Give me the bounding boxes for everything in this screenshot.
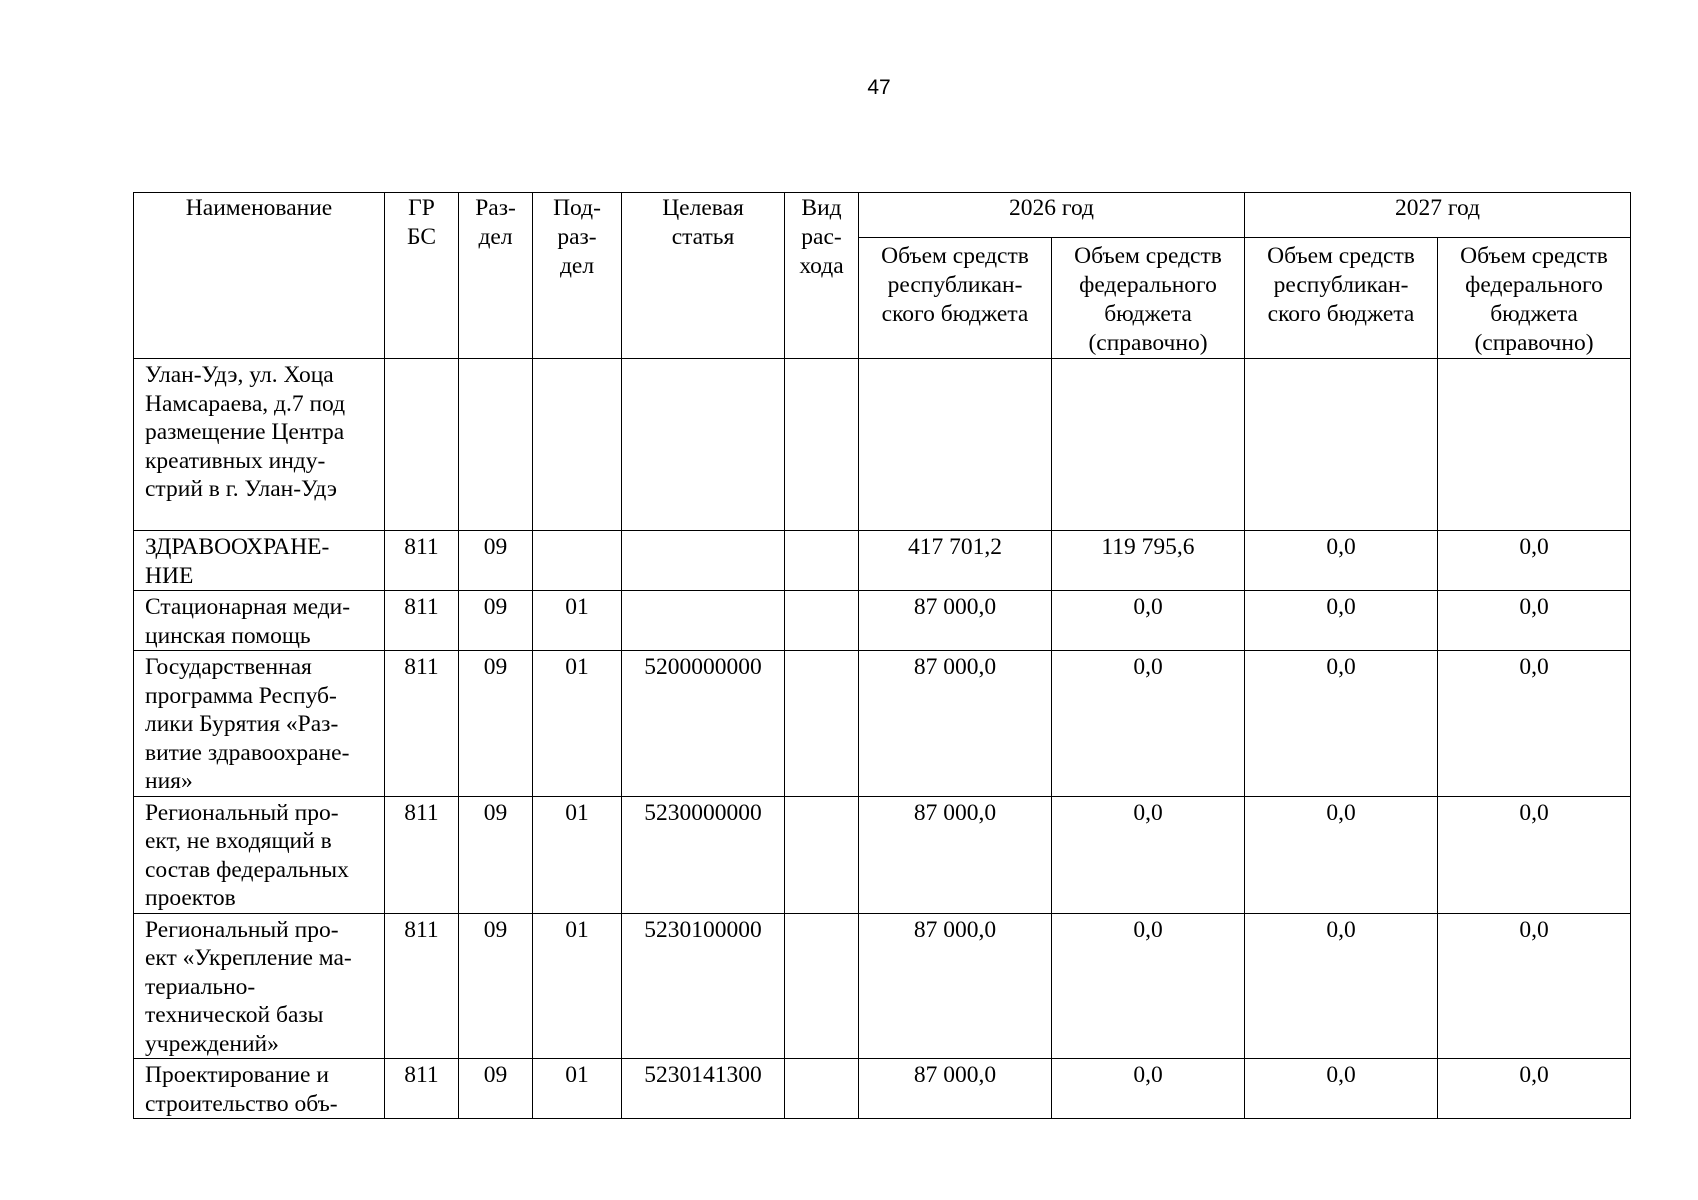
header-name: Наименование xyxy=(134,193,385,359)
cell-target-article: 5200000000 xyxy=(622,651,785,797)
cell-federal-2026: 0,0 xyxy=(1052,651,1245,797)
header-target-article: Целевая статья xyxy=(622,193,785,359)
cell-republic-2026: 417 701,2 xyxy=(859,531,1052,591)
cell-podrazdel: 01 xyxy=(533,796,622,913)
cell-target-article xyxy=(622,591,785,651)
cell-target-article xyxy=(622,531,785,591)
header-podrazdel: Под- раз- дел xyxy=(533,193,622,359)
cell-target-article: 5230100000 xyxy=(622,913,785,1059)
cell-expense-type xyxy=(785,531,859,591)
cell-republic-2027: 0,0 xyxy=(1245,651,1438,797)
cell-federal-2027: 0,0 xyxy=(1438,591,1631,651)
cell-name: Региональный про- ект, не входящий в состав федеральных проектов xyxy=(134,796,385,913)
cell-name: Стационарная меди- цинская помощь xyxy=(134,591,385,651)
budget-table xyxy=(133,192,1631,1119)
cell-republic-2026: 87 000,0 xyxy=(859,796,1052,913)
cell-republic-2027 xyxy=(1245,359,1438,531)
cell-grbs xyxy=(385,359,459,531)
cell-federal-2027: 0,0 xyxy=(1438,913,1631,1059)
cell-expense-type xyxy=(785,591,859,651)
cell-expense-type xyxy=(785,913,859,1059)
cell-expense-type xyxy=(785,1059,859,1119)
cell-razdel: 09 xyxy=(459,591,533,651)
cell-federal-2027: 0,0 xyxy=(1438,651,1631,797)
cell-name: Региональный про- ект «Укрепление ма- териально- технической базы учреждений» xyxy=(134,913,385,1059)
cell-target-article: 5230141300 xyxy=(622,1059,785,1119)
cell-grbs: 811 xyxy=(385,796,459,913)
cell-razdel: 09 xyxy=(459,796,533,913)
cell-republic-2027: 0,0 xyxy=(1245,531,1438,591)
cell-target-article: 5230000000 xyxy=(622,796,785,913)
cell-federal-2026: 119 795,6 xyxy=(1052,531,1245,591)
cell-federal-2026: 0,0 xyxy=(1052,796,1245,913)
cell-republic-2026: 87 000,0 xyxy=(859,651,1052,797)
header-expense-type: Вид рас- хода xyxy=(785,193,859,359)
page-number: 47 xyxy=(867,76,891,99)
cell-expense-type xyxy=(785,651,859,797)
cell-republic-2027: 0,0 xyxy=(1245,1059,1438,1119)
cell-federal-2027 xyxy=(1438,359,1631,531)
cell-name: ЗДРАВООХРАНЕ- НИЕ xyxy=(134,531,385,591)
table-row xyxy=(134,913,1631,1059)
cell-name: Государственная программа Респуб- лики Бурятия «Раз- витие здравоохране- ния» xyxy=(134,651,385,797)
header-republic-budget-2026: Объем средств республикан- ского бюджета xyxy=(859,238,1052,359)
header-republic-budget-2027: Объем средств республикан- ского бюджета xyxy=(1245,238,1438,359)
cell-federal-2026: 0,0 xyxy=(1052,591,1245,651)
header-federal-budget-2026: Объем средств федерального бюджета (справочно) xyxy=(1052,238,1245,359)
header-year-2027: 2027 год xyxy=(1245,193,1631,238)
cell-republic-2027: 0,0 xyxy=(1245,796,1438,913)
cell-grbs: 811 xyxy=(385,531,459,591)
cell-republic-2026: 87 000,0 xyxy=(859,591,1052,651)
cell-target-article xyxy=(622,359,785,531)
table-row xyxy=(134,531,1631,591)
cell-podrazdel: 01 xyxy=(533,591,622,651)
cell-razdel: 09 xyxy=(459,531,533,591)
cell-razdel: 09 xyxy=(459,1059,533,1119)
table-row xyxy=(134,591,1631,651)
cell-podrazdel: 01 xyxy=(533,651,622,797)
header-federal-budget-2027: Объем средств федерального бюджета (справочно) xyxy=(1438,238,1631,359)
cell-name: Проектирование и строительство объ- xyxy=(134,1059,385,1119)
cell-expense-type xyxy=(785,359,859,531)
cell-grbs: 811 xyxy=(385,1059,459,1119)
cell-federal-2026 xyxy=(1052,359,1245,531)
table-row xyxy=(134,796,1631,913)
cell-federal-2026: 0,0 xyxy=(1052,913,1245,1059)
cell-podrazdel: 01 xyxy=(533,1059,622,1119)
cell-grbs: 811 xyxy=(385,591,459,651)
cell-federal-2027: 0,0 xyxy=(1438,1059,1631,1119)
cell-grbs: 811 xyxy=(385,913,459,1059)
table-row xyxy=(134,651,1631,797)
cell-republic-2027: 0,0 xyxy=(1245,913,1438,1059)
cell-grbs: 811 xyxy=(385,651,459,797)
cell-federal-2026: 0,0 xyxy=(1052,1059,1245,1119)
cell-republic-2026: 87 000,0 xyxy=(859,1059,1052,1119)
header-year-2026: 2026 год xyxy=(859,193,1245,238)
cell-podrazdel: 01 xyxy=(533,913,622,1059)
table-row xyxy=(134,359,1631,531)
cell-federal-2027: 0,0 xyxy=(1438,796,1631,913)
table-header xyxy=(134,193,1631,359)
cell-podrazdel xyxy=(533,531,622,591)
cell-razdel: 09 xyxy=(459,913,533,1059)
cell-republic-2026 xyxy=(859,359,1052,531)
cell-federal-2027: 0,0 xyxy=(1438,531,1631,591)
cell-republic-2026: 87 000,0 xyxy=(859,913,1052,1059)
cell-expense-type xyxy=(785,796,859,913)
table-row xyxy=(134,1059,1631,1119)
cell-podrazdel xyxy=(533,359,622,531)
cell-razdel xyxy=(459,359,533,531)
cell-republic-2027: 0,0 xyxy=(1245,591,1438,651)
header-grbs: ГР БС xyxy=(385,193,459,359)
table-body xyxy=(134,359,1631,1119)
cell-name: Улан-Удэ, ул. Хоца Намсараева, д.7 под размещение Центра креативных инду- стрий в г. Улан-Удэ xyxy=(134,359,385,531)
header-razdel: Раз- дел xyxy=(459,193,533,359)
cell-razdel: 09 xyxy=(459,651,533,797)
